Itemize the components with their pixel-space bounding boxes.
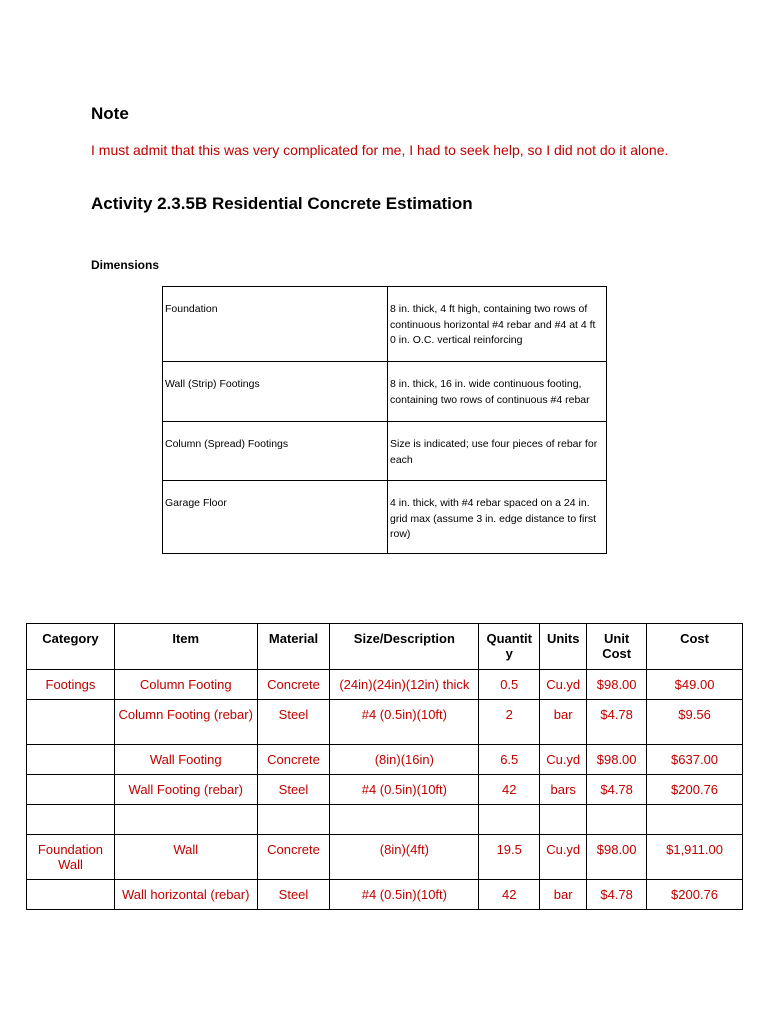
cell-material: Steel — [257, 880, 330, 910]
cell-item: Wall — [114, 835, 257, 880]
cell-cost: $49.00 — [647, 670, 743, 700]
cell-unit-cost: $98.00 — [587, 670, 647, 700]
cell-units: bars — [540, 775, 587, 805]
header-quantity: Quantit y — [479, 624, 540, 670]
cell-quantity: 6.5 — [479, 745, 540, 775]
cell-size: #4 (0.5in)(10ft) — [330, 700, 479, 745]
cell-category: Footings — [27, 670, 115, 700]
cell-size: (8in)(4ft) — [330, 835, 479, 880]
dimension-item: Wall (Strip) Footings — [163, 362, 388, 422]
cell-empty — [479, 805, 540, 835]
cell-cost: $9.56 — [647, 700, 743, 745]
cell-unit-cost: $98.00 — [587, 745, 647, 775]
cell-unit-cost: $4.78 — [587, 775, 647, 805]
cell-item: Wall horizontal (rebar) — [114, 880, 257, 910]
table-row — [163, 362, 607, 422]
dimension-description: 8 in. thick, 4 ft high, containing two rows of continuous horizontal #4 rebar and #4 at 4 ft 0 in. O.C. vertical reinforcing — [388, 287, 607, 362]
cell-item: Column Footing — [114, 670, 257, 700]
cell-material: Concrete — [257, 835, 330, 880]
cell-size: #4 (0.5in)(10ft) — [330, 775, 479, 805]
cell-cost: $200.76 — [647, 880, 743, 910]
cell-quantity: 42 — [479, 880, 540, 910]
dimension-item: Foundation — [163, 287, 388, 362]
cell-material: Steel — [257, 775, 330, 805]
cell-category — [27, 880, 115, 910]
header-item: Item — [114, 624, 257, 670]
table-row — [27, 700, 743, 745]
table-row — [163, 287, 607, 362]
cell-units: Cu.yd — [540, 670, 587, 700]
cell-unit-cost: $4.78 — [587, 880, 647, 910]
cell-unit-cost: $98.00 — [587, 835, 647, 880]
header-units: Units — [540, 624, 587, 670]
cell-material: Concrete — [257, 670, 330, 700]
cell-item: Wall Footing (rebar) — [114, 775, 257, 805]
cell-size: (24in)(24in)(12in) thick — [330, 670, 479, 700]
cell-unit-cost: $4.78 — [587, 700, 647, 745]
cell-units: bar — [540, 880, 587, 910]
table-row — [163, 422, 607, 481]
header-cost: Cost — [647, 624, 743, 670]
dimensions-label: Dimensions — [91, 258, 160, 272]
note-text: I must admit that this was very complicated for me, I had to seek help, so I did not do it alone. — [91, 142, 669, 158]
dimension-item: Garage Floor — [163, 481, 388, 554]
cell-material: Steel — [257, 700, 330, 745]
table-row — [27, 745, 743, 775]
header-material: Material — [257, 624, 330, 670]
activity-title: Activity 2.3.5B Residential Concrete Estimation — [91, 194, 473, 213]
cell-cost: $200.76 — [647, 775, 743, 805]
cell-item: Column Footing (rebar) — [114, 700, 257, 745]
cell-category — [27, 745, 115, 775]
cell-material: Concrete — [257, 745, 330, 775]
header-size-description: Size/Description — [330, 624, 479, 670]
dimension-description: Size is indicated; use four pieces of rebar for each — [388, 422, 607, 481]
cell-quantity: 19.5 — [479, 835, 540, 880]
table-row — [27, 775, 743, 805]
cell-empty — [257, 805, 330, 835]
cell-item: Wall Footing — [114, 745, 257, 775]
cell-units: Cu.yd — [540, 835, 587, 880]
cell-units: Cu.yd — [540, 745, 587, 775]
cell-category — [27, 700, 115, 745]
cell-category — [27, 775, 115, 805]
dimensions-table — [162, 286, 607, 554]
dimension-description: 8 in. thick, 16 in. wide continuous footing, containing two rows of continuous #4 rebar — [388, 362, 607, 422]
cell-size: #4 (0.5in)(10ft) — [330, 880, 479, 910]
header-row — [27, 624, 743, 670]
cell-size: (8in)(16in) — [330, 745, 479, 775]
header-unit-cost: Unit Cost — [587, 624, 647, 670]
dimension-description: 4 in. thick, with #4 rebar spaced on a 24 in. grid max (assume 3 in. edge distance to first row) — [388, 481, 607, 554]
cell-quantity: 42 — [479, 775, 540, 805]
table-row — [27, 835, 743, 880]
cell-empty — [587, 805, 647, 835]
dimension-item: Column (Spread) Footings — [163, 422, 388, 481]
cell-units: bar — [540, 700, 587, 745]
table-row-empty — [27, 805, 743, 835]
cell-cost: $637.00 — [647, 745, 743, 775]
note-title: Note — [91, 104, 129, 123]
table-row — [27, 880, 743, 910]
cell-empty — [330, 805, 479, 835]
cell-cost: $1,911.00 — [647, 835, 743, 880]
header-category: Category — [27, 624, 115, 670]
cell-empty — [114, 805, 257, 835]
table-row — [163, 481, 607, 554]
cost-estimate-table — [26, 623, 743, 910]
cell-empty — [540, 805, 587, 835]
cell-empty — [647, 805, 743, 835]
cell-quantity: 2 — [479, 700, 540, 745]
cell-quantity: 0.5 — [479, 670, 540, 700]
cell-empty — [27, 805, 115, 835]
table-row — [27, 670, 743, 700]
cell-category: Foundation Wall — [27, 835, 115, 880]
